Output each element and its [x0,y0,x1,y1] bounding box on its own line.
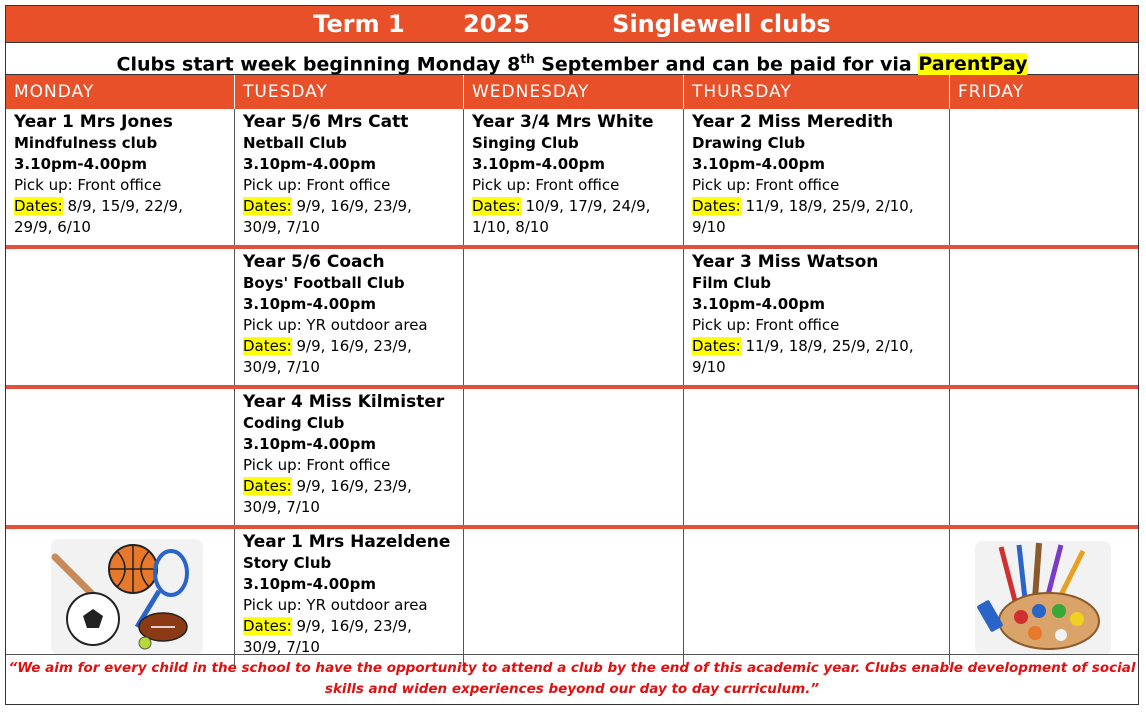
image-cell [6,529,235,665]
title-name: Singlewell clubs [612,10,831,38]
dates-value: 9/9, 16/9, 23/9, 30/9, 7/10 [243,477,412,516]
club-pickup: Pick up: Front office [472,176,620,194]
table-row [6,385,1138,525]
empty-cell [684,529,950,665]
club-time: 3.10pm-4.00pm [243,295,376,313]
day-wednesday: WEDNESDAY [464,75,684,109]
dates-value: 11/9, 18/9, 25/9, 2/10, 9/10 [692,197,914,236]
empty-cell [464,389,684,525]
club-pickup: Pick up: Front office [14,176,162,194]
table-row [6,109,1138,245]
club-cell [684,249,950,385]
dates-label: Dates: [243,197,292,215]
empty-cell [950,249,1138,385]
club-dates [243,616,455,658]
empty-cell [464,529,684,665]
club-teacher: Year 5/6 Coach [243,252,385,272]
empty-cell [950,109,1138,245]
parentpay-highlight: ParentPay [918,53,1028,76]
footer-quote: “We aim for every child in the school to have the opportunity to attend a club by the end of this academic year. Clubs enable development of social skills and widen experiences beyond our day to day curriculum.” [6,654,1138,704]
table-row [6,525,1138,665]
dates-label: Dates: [692,197,741,215]
club-teacher: Year 1 Mrs Jones [14,112,173,132]
title-year: 2025 [463,10,530,38]
club-pickup: Pick up: Front office [692,316,840,334]
dates-value: 9/9, 16/9, 23/9, 30/9, 7/10 [243,617,412,656]
club-dates [243,196,455,238]
club-pickup: Pick up: Front office [692,176,840,194]
club-dates [692,196,941,238]
empty-cell [950,389,1138,525]
day-monday: MONDAY [6,75,235,109]
club-dates [692,336,941,378]
club-teacher: Year 1 Mrs Hazeldene [243,532,451,552]
empty-cell [6,249,235,385]
dates-label: Dates: [243,477,292,495]
club-teacher: Year 3 Miss Watson [692,252,879,272]
dates-value: 9/9, 16/9, 23/9, 30/9, 7/10 [243,337,412,376]
dates-label: Dates: [243,337,292,355]
club-pickup: Pick up: Front office [243,176,391,194]
club-time: 3.10pm-4.00pm [243,435,376,453]
subtitle-text-2: September and can be paid for via [534,53,919,76]
dates-label: Dates: [692,337,741,355]
club-time: 3.10pm-4.00pm [692,295,825,313]
club-dates [472,196,675,238]
club-name: Singing Club [472,134,579,152]
club-time: 3.10pm-4.00pm [243,155,376,173]
club-time: 3.10pm-4.00pm [14,155,147,173]
club-name: Boys' Football Club [243,274,405,292]
club-teacher: Year 3/4 Mrs White [472,112,654,132]
club-dates [243,336,455,378]
empty-cell [684,389,950,525]
club-cell [464,109,684,245]
club-time: 3.10pm-4.00pm [472,155,605,173]
club-dates [243,476,455,518]
day-friday: FRIDAY [958,82,1025,102]
club-teacher: Year 4 Miss Kilmister [243,392,445,412]
club-cell [235,529,464,665]
title-term: Term 1 [313,10,405,38]
club-pickup: Pick up: YR outdoor area [243,316,428,334]
dates-label: Dates: [243,617,292,635]
dates-value: 9/9, 16/9, 23/9, 30/9, 7/10 [243,197,412,236]
club-name: Mindfulness club [14,134,158,152]
dates-value: 8/9, 15/9, 22/9, 29/9, 6/10 [14,197,183,236]
table-row [6,245,1138,385]
club-time: 3.10pm-4.00pm [692,155,825,173]
club-teacher: Year 5/6 Mrs Catt [243,112,409,132]
dates-label: Dates: [472,197,521,215]
club-cell [235,249,464,385]
club-time: 3.10pm-4.00pm [243,575,376,593]
day-header-row [6,75,1138,109]
club-name: Story Club [243,554,332,572]
dates-value: 11/9, 18/9, 25/9, 2/10, 9/10 [692,337,914,376]
subtitle-text: Clubs start week beginning Monday 8 [116,53,521,76]
club-timetable [5,5,1139,705]
subtitle [6,43,1138,75]
art-palette-icon [975,541,1111,655]
club-pickup: Pick up: YR outdoor area [243,596,428,614]
timetable-grid [6,75,1138,665]
day-thursday: THURSDAY [684,75,950,109]
club-cell [235,389,464,525]
club-cell [6,109,235,245]
club-name: Coding Club [243,414,345,432]
club-dates [14,196,226,238]
club-cell [684,109,950,245]
sports-balls-icon [51,539,203,655]
subtitle-sup: th [520,52,535,66]
day-tuesday: TUESDAY [235,75,464,109]
club-name: Film Club [692,274,771,292]
image-cell [950,529,1138,665]
empty-cell [6,389,235,525]
club-teacher: Year 2 Miss Meredith [692,112,894,132]
empty-cell [464,249,684,385]
club-pickup: Pick up: Front office [243,456,391,474]
dates-label: Dates: [14,197,63,215]
club-cell [235,109,464,245]
club-name: Drawing Club [692,134,806,152]
club-name: Netball Club [243,134,347,152]
dates-value: 10/9, 17/9, 24/9, 1/10, 8/10 [472,197,651,236]
title-bar [6,6,1138,43]
